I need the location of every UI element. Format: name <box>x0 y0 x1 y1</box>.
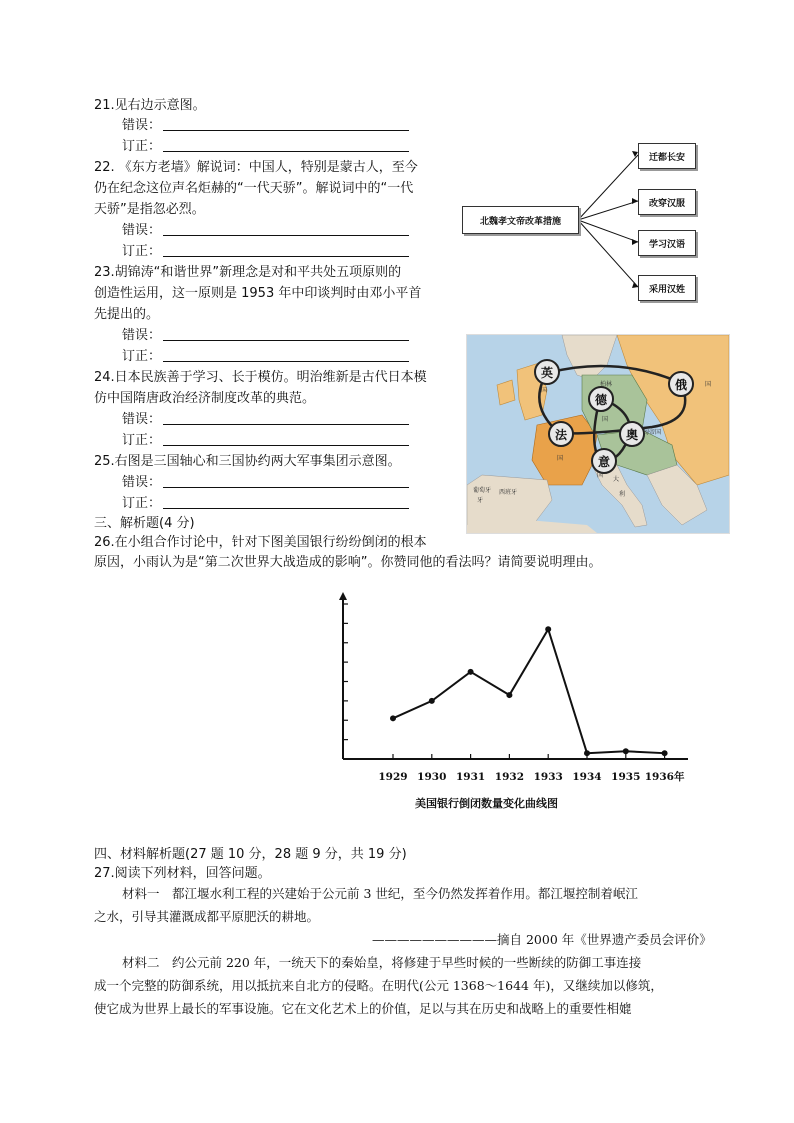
map-small-label: 利 <box>619 491 626 498</box>
q21-error-label: 错误： <box>122 118 162 133</box>
data-point <box>390 715 396 721</box>
map-small-label: 葡萄牙 <box>473 487 492 494</box>
reform-root-box: 北魏孝文帝改革措施 <box>462 206 579 234</box>
map-label-austria: 奥 <box>619 421 645 447</box>
map-small-label: 国 <box>602 416 609 423</box>
q22-error-label: 错误： <box>122 223 162 238</box>
q25-error-blank[interactable] <box>163 487 409 488</box>
reform-item-4: 采用汉姓 <box>638 275 696 301</box>
map-label-germany: 德 <box>588 386 614 412</box>
series-line <box>393 629 665 753</box>
q21-fix-label: 订正： <box>122 139 162 154</box>
q23-error-label: 错误： <box>122 328 162 343</box>
material2-line1: 材料二 约公元前 220 年，一统天下的秦始皇，将修建于早些时候的一些断续的防御工事连接 <box>122 955 642 970</box>
material1-line1: 材料一 都江堰水利工程的兴建始于公元前 3 世纪，至今仍然发挥着作用。都江堰控制着岷江 <box>122 886 638 901</box>
q25-line1: 25.右图是三国轴心和三国协约两大军事集团示意图。 <box>94 454 401 469</box>
q26-line1: 26.在小组合作讨论中，针对下图美国银行纷纷倒闭的根本 <box>94 535 427 550</box>
chart-title: 美国银行倒闭数量变化曲线图 <box>415 797 558 810</box>
x-tick-label: 1930 <box>417 771 447 783</box>
q22-fix-blank[interactable] <box>163 256 409 257</box>
q23-line3: 先提出的。 <box>94 307 160 322</box>
material2-line2: 成一个完整的防御系统，用以抵抗来自北方的侵略。在明代(公元 1368～1644 年)，又继续加以修筑， <box>94 978 663 993</box>
material1-line2: 之水，引导其灌溉成都平原肥沃的耕地。 <box>94 909 320 924</box>
data-point <box>545 626 551 632</box>
q22-line2: 仍在纪念这位声名炬赫的“一代天骄”。解说词中的“一代 <box>94 181 414 196</box>
q21-fix-blank[interactable] <box>163 151 409 152</box>
q25-fix-label: 订正： <box>122 496 162 511</box>
material2-line3: 使它成为世界上最长的军事设施。它在文化艺术上的价值，足以与其在历史和战略上的重要性相媲 <box>94 1001 632 1016</box>
section4-title: 四、材料解析题(27 题 10 分，28 题 9 分，共 19 分) <box>94 847 407 862</box>
map-small-label: 国 <box>557 455 564 462</box>
data-point <box>623 748 629 754</box>
data-point <box>468 669 474 675</box>
bank-failure-chart <box>325 585 700 815</box>
q24-line2: 仿中国隋唐政治经济制度改革的典范。 <box>94 391 316 406</box>
map-label-france: 法 <box>548 421 574 447</box>
q21-text: 21.见右边示意图。 <box>94 98 206 113</box>
q27-text: 27.阅读下列材料，回答问题。 <box>94 866 271 881</box>
map-small-label: 西班牙 <box>499 489 518 496</box>
q24-error-label: 错误： <box>122 412 162 427</box>
q24-fix-blank[interactable] <box>163 445 409 446</box>
q23-fix-blank[interactable] <box>163 361 409 362</box>
x-tick-label: 1936年 <box>644 771 685 783</box>
q24-error-blank[interactable] <box>163 424 409 425</box>
reform-item-1: 迁都长安 <box>638 143 696 169</box>
map-small-label: 柏林 <box>600 381 613 388</box>
q25-error-label: 错误： <box>122 475 162 490</box>
x-tick-label: 1932 <box>494 771 525 783</box>
q22-fix-label: 订正： <box>122 244 162 259</box>
data-point <box>429 698 435 704</box>
reform-item-2: 改穿汉服 <box>638 189 696 215</box>
q23-fix-label: 订正： <box>122 349 162 364</box>
q22-error-blank[interactable] <box>163 235 409 236</box>
q26-line2: 原因，小雨认为是“第二次世界大战造成的影响”。你赞同他的看法吗？请简要说明理由。 <box>94 555 602 570</box>
y-axis-arrow <box>339 592 347 600</box>
data-point <box>584 750 590 756</box>
europe-alliance-map <box>466 334 730 534</box>
map-small-label: 国 <box>597 472 604 479</box>
reform-item-3: 学习汉语 <box>638 230 696 256</box>
q21-error-blank[interactable] <box>163 130 409 131</box>
x-tick-label: 1934 <box>572 771 602 783</box>
q23-line1: 23.胡锦涛“和谐世界”新理念是对和平共处五项原则的 <box>94 265 402 280</box>
map-small-label: 国 <box>705 381 712 388</box>
map-small-label: 匈帝国 <box>643 429 662 436</box>
q23-line2: 创造性运用，这一原则是 1953 年中印谈判时由邓小平首 <box>94 286 422 301</box>
data-point <box>662 750 668 756</box>
q23-error-blank[interactable] <box>163 340 409 341</box>
map-label-russia: 俄 <box>668 371 694 397</box>
q22-line3: 天骄”是指忽必烈。 <box>94 202 205 217</box>
x-tick-label: 1935 <box>611 771 641 783</box>
q22-line1: 22. 《东方老墙》解说词：中国人，特别是蒙古人，至今 <box>94 160 418 175</box>
reform-diagram <box>460 140 720 300</box>
data-point <box>506 692 512 698</box>
x-tick-label: 1933 <box>533 771 563 783</box>
map-small-label: 牙 <box>477 497 484 504</box>
x-tick-label: 1931 <box>455 771 486 783</box>
section3-title: 三、解析题(4 分) <box>94 516 195 531</box>
map-label-britain: 英 <box>534 359 560 385</box>
map-terrain <box>467 335 729 533</box>
map-small-label: 国 <box>541 387 548 394</box>
x-tick-label: 1929 <box>378 771 408 783</box>
chart-svg <box>325 585 700 815</box>
q24-fix-label: 订正： <box>122 433 162 448</box>
material1-source: ——————————摘自 2000 年《世界遗产委员会评价》 <box>372 932 712 947</box>
map-small-label: 大 <box>613 476 620 483</box>
q25-fix-blank[interactable] <box>163 508 409 509</box>
q24-line1: 24.日本民族善于学习、长于模仿。明治维新是古代日本模 <box>94 370 427 385</box>
map-label-italy: 意 <box>591 448 617 474</box>
